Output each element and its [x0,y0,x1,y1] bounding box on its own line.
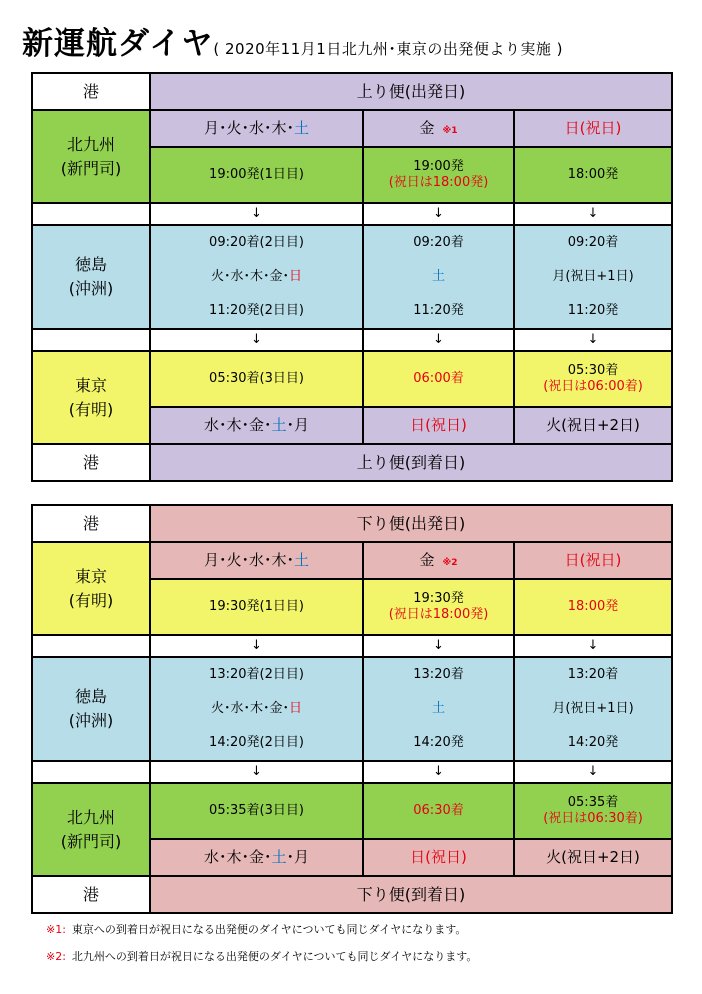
footnote-mark: ※2: [46,950,66,963]
up-mid-col2 [363,225,514,329]
arrow-down-icon: ↓ [363,329,514,351]
day-text: 月･火･水･木･ [203,118,294,137]
port-name: 北九州 [66,807,115,827]
dep-time: 19:00発 [413,159,464,175]
port-name: 東京 [74,375,107,395]
dep-time: 19:30発 [413,591,464,607]
up-footer-title: 上り便(到着日) [150,444,672,481]
down-header-title: 下り便(出発日) [150,505,672,542]
mid-depart: 11:20発 [413,303,464,318]
up-arr-col3 [514,351,672,407]
mid-arrive: 09:20着(2日目) [209,235,304,250]
title-main: 新運航ダイヤ [22,26,214,62]
arr-time: 05:35着 [567,795,619,811]
arr-note: (祝日は06:00着) [543,379,643,394]
day-sunday: 日 [289,269,303,284]
day-saturday: 土 [294,118,310,137]
day-saturday: 土 [271,847,287,866]
up-dep-col1: 19:00発(1日目) [150,147,363,203]
up-day-col3: 日(祝日) [514,110,672,147]
arrow-down-icon: ↓ [363,635,514,657]
up-footer-port: 港 [32,444,150,481]
port-name: 北九州 [66,134,115,154]
up-arrday-col3: 火(祝日+2日) [514,407,672,444]
arrow-down-icon: ↓ [150,761,363,783]
note-mark: ※2 [442,557,458,568]
mid-arrive: 13:20着 [567,667,619,682]
day-sunday: 日 [289,701,303,716]
up-day-col1 [150,110,363,147]
mid-days: 土 [431,701,445,716]
footnote-mark: ※1: [46,923,66,936]
port-terminal: (沖洲) [68,711,114,730]
day-text: ･月 [286,847,310,866]
down-day-col1 [150,542,363,579]
up-port-dest [32,351,150,444]
down-arr-col1: 05:35着(3日目) [150,783,363,839]
day-saturday: 土 [294,550,310,569]
up-mid-col1 [150,225,363,329]
day-text: 金 [419,118,435,137]
day-text: 金 [419,550,435,569]
day-text: 火･水･木･金･ [210,701,289,716]
port-name: 徳島 [74,687,107,706]
down-port-dest [32,783,150,876]
up-arr-col1: 05:30着(3日目) [150,351,363,407]
footnote-text: 東京への到着日が祝日になる出発便のダイヤについても同じダイヤになります。 [71,923,467,936]
up-arr-col2: 06:00着 [363,351,514,407]
down-spacer-port [32,761,150,783]
mid-arrive: 13:20着 [413,667,464,682]
down-arrday-col3: 火(祝日+2日) [514,839,672,876]
up-header-title: 上り便(出発日) [150,73,672,110]
down-day-col2 [363,542,514,579]
down-mid-col3 [514,657,672,761]
mid-days: 土 [431,269,445,284]
down-dep-col1: 19:30発(1日目) [150,579,363,635]
port-terminal: (沖洲) [68,279,114,298]
down-port-middle [32,657,150,761]
up-port-middle [32,225,150,329]
port-name: 徳島 [74,255,107,274]
port-terminal: (新門司) [60,831,122,851]
day-text: 月･火･水･木･ [203,550,294,569]
arrow-down-icon: ↓ [514,761,672,783]
up-header-port: 港 [32,73,150,110]
down-mid-col1 [150,657,363,761]
port-terminal: (新門司) [60,158,122,178]
mid-depart: 14:20発 [567,735,619,750]
mid-depart: 11:20発(2日目) [209,303,304,318]
footnote-1 [46,921,466,937]
mid-days: 月(祝日+1日) [552,269,634,284]
mid-arrive: 09:20着 [413,235,464,250]
page-title [22,18,563,63]
mid-days: 月(祝日+1日) [552,701,634,716]
arrow-down-icon: ↓ [514,203,672,225]
up-spacer-port [32,329,150,351]
down-arrday-col2: 日(祝日) [363,839,514,876]
port-terminal: (有明) [68,590,114,610]
down-header-port: 港 [32,505,150,542]
mid-days [151,260,362,294]
day-saturday: 土 [271,415,287,434]
title-sub: ( 2020年11月1日北九州･東京の出発便より実施 ) [213,40,563,58]
note-mark: ※1 [442,125,458,136]
arr-time: 05:30着 [567,363,619,379]
arrow-down-icon: ↓ [150,203,363,225]
down-spacer-port [32,635,150,657]
down-arrday-col1 [150,839,363,876]
arrow-down-icon: ↓ [514,635,672,657]
arrow-down-icon: ↓ [363,203,514,225]
down-arr-col2: 06:30着 [363,783,514,839]
down-arr-col3 [514,783,672,839]
arrow-down-icon: ↓ [363,761,514,783]
up-port-origin [32,110,150,203]
down-mid-col2 [363,657,514,761]
arrow-down-icon: ↓ [150,635,363,657]
port-name: 東京 [74,566,107,586]
down-schedule-table [31,504,673,914]
down-footer-port: 港 [32,876,150,913]
down-footer-title: 下り便(到着日) [150,876,672,913]
up-arrday-col1 [150,407,363,444]
up-schedule-table [31,72,673,482]
day-text: 水･木･金･ [203,415,272,434]
up-spacer-port [32,203,150,225]
port-terminal: (有明) [68,399,114,419]
day-text: ･月 [286,415,310,434]
mid-arrive: 13:20着(2日目) [209,667,304,682]
arr-note: (祝日は06:30着) [543,811,643,826]
up-mid-col3 [514,225,672,329]
up-dep-col3: 18:00発 [514,147,672,203]
down-port-origin [32,542,150,635]
up-arrday-col2: 日(祝日) [363,407,514,444]
down-day-col3: 日(祝日) [514,542,672,579]
mid-depart: 11:20発 [567,303,619,318]
mid-depart: 14:20発(2日目) [209,735,304,750]
mid-days [151,692,362,726]
up-day-col2 [363,110,514,147]
footnote-2 [46,948,477,964]
up-dep-col2 [363,147,514,203]
dep-note: (祝日は18:00発) [388,607,489,622]
footnote-text: 北九州への到着日が祝日になる出発便のダイヤについても同じダイヤになります。 [71,950,478,963]
day-text: 火･水･木･金･ [210,269,289,284]
arrow-down-icon: ↓ [514,329,672,351]
down-dep-col3: 18:00発 [514,579,672,635]
dep-note: (祝日は18:00発) [388,175,489,190]
arrow-down-icon: ↓ [150,329,363,351]
day-text: 水･木･金･ [203,847,272,866]
mid-depart: 14:20発 [413,735,464,750]
down-dep-col2 [363,579,514,635]
mid-arrive: 09:20着 [567,235,619,250]
